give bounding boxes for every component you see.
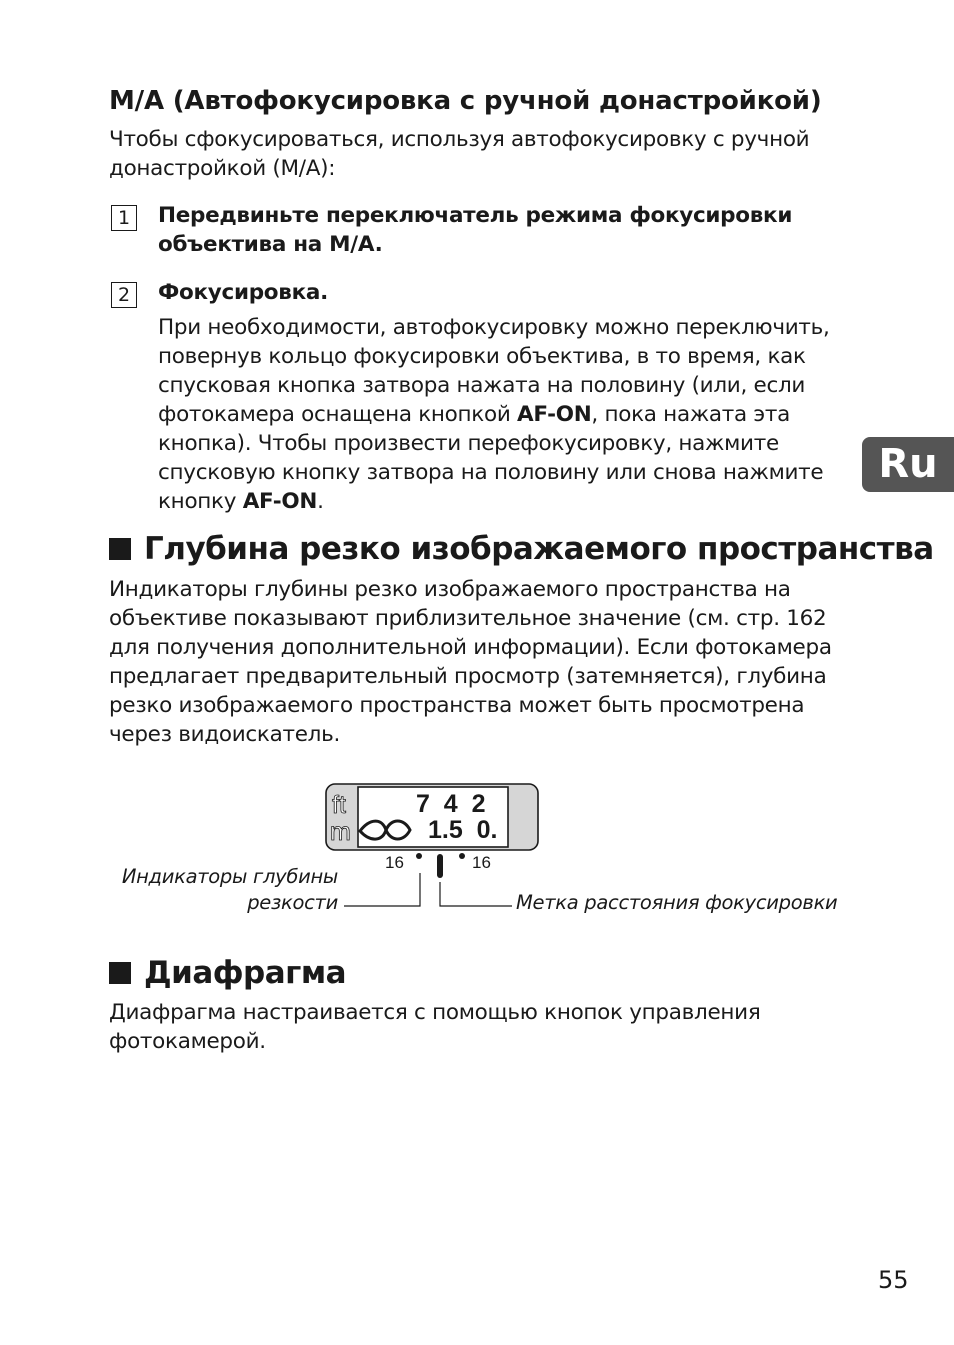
section-heading-ma: M/A (Автофокусировка с ручной донастройкой) bbox=[109, 86, 822, 116]
dof-dot-left bbox=[416, 853, 422, 859]
text-run: , пока нажата эта bbox=[591, 402, 790, 427]
step-1-text bbox=[158, 201, 858, 259]
heading-square-icon bbox=[109, 962, 131, 984]
dof-line: для получения дополнительной информации). Если фотокамера bbox=[109, 635, 832, 660]
step-2-line: спусковую кнопку затвора на половину или снова нажмите bbox=[158, 460, 824, 485]
dof-body bbox=[109, 575, 849, 749]
caption-line: Индикаторы глубины bbox=[121, 865, 338, 888]
dof-line: объективе показывают приблизительное значение (см. стр. 162 bbox=[109, 606, 827, 631]
section-title: Глубина резко изображаемого пространства bbox=[144, 531, 934, 567]
dof-line: Индикаторы глубины резко изображаемого пространства на bbox=[109, 577, 791, 602]
af-on-label: AF-ON bbox=[242, 489, 318, 514]
caption-dof-indicators bbox=[122, 864, 338, 916]
step-2-line: кнопка). Чтобы произвести перефокусировку, нажмите bbox=[158, 431, 779, 456]
step-2-line bbox=[158, 487, 848, 516]
step-2-line: повернув кольцо фокусировки объектива, в то время, как bbox=[158, 344, 806, 369]
step-2-body bbox=[158, 313, 848, 516]
text-run: . bbox=[317, 489, 324, 514]
step-number-2: 2 bbox=[111, 282, 137, 308]
aperture-body bbox=[109, 998, 849, 1056]
caption-focus-mark: Метка расстояния фокусировки bbox=[516, 891, 838, 914]
dof-line: предлагает предварительный просмотр (затемняется), глубина bbox=[109, 664, 827, 689]
step-1-line: Передвиньте переключатель режима фокусировки bbox=[158, 203, 793, 228]
ma-intro bbox=[109, 125, 849, 183]
caption-line: резкости bbox=[247, 891, 338, 914]
ma-intro-line: донастройкой (M/A): bbox=[109, 156, 336, 181]
aperture-line: Диафрагма настраивается с помощью кнопок управления bbox=[109, 1000, 761, 1025]
dof-index-right: 16 bbox=[472, 853, 491, 872]
ma-intro-line: Чтобы сфокусироваться, используя автофокусировку с ручной bbox=[109, 127, 810, 152]
aperture-line: фотокамерой. bbox=[109, 1029, 266, 1054]
leader-line-left bbox=[344, 873, 420, 906]
step-number-1: 1 bbox=[111, 205, 137, 231]
af-on-label: AF-ON bbox=[517, 402, 592, 427]
ft-scale-values: 7 4 2 bbox=[416, 790, 486, 818]
section-title: Диафрагма bbox=[144, 955, 347, 991]
focus-distance-mark bbox=[437, 854, 443, 878]
step-2-line bbox=[158, 400, 848, 429]
section-heading-aperture bbox=[109, 955, 346, 991]
step-1-line: объектива на M/A. bbox=[158, 232, 383, 257]
dof-line: резко изображаемого пространства может быть просмотрена bbox=[109, 693, 805, 718]
m-scale-values: 1.5 0. bbox=[428, 816, 498, 844]
step-2-line: При необходимости, автофокусировку можно переключить, bbox=[158, 315, 830, 340]
unit-ft-label: ft bbox=[332, 791, 346, 819]
page-number: 55 bbox=[878, 1266, 909, 1294]
text-run: кнопку bbox=[158, 489, 243, 514]
section-heading-dof bbox=[109, 531, 934, 567]
language-tab: Ru bbox=[862, 437, 954, 492]
heading-square-icon bbox=[109, 538, 131, 560]
dof-line: через видоискатель. bbox=[109, 722, 340, 747]
dof-index-left: 16 bbox=[385, 853, 404, 872]
step-2-line: спусковая кнопка затвора нажата на половину (или, если bbox=[158, 373, 806, 398]
step-2-title: Фокусировка. bbox=[158, 280, 328, 305]
text-run: фотокамера оснащена кнопкой bbox=[158, 402, 518, 427]
leader-line-right bbox=[440, 882, 512, 906]
dof-dot-right bbox=[459, 853, 465, 859]
unit-m-label: m bbox=[330, 818, 351, 846]
